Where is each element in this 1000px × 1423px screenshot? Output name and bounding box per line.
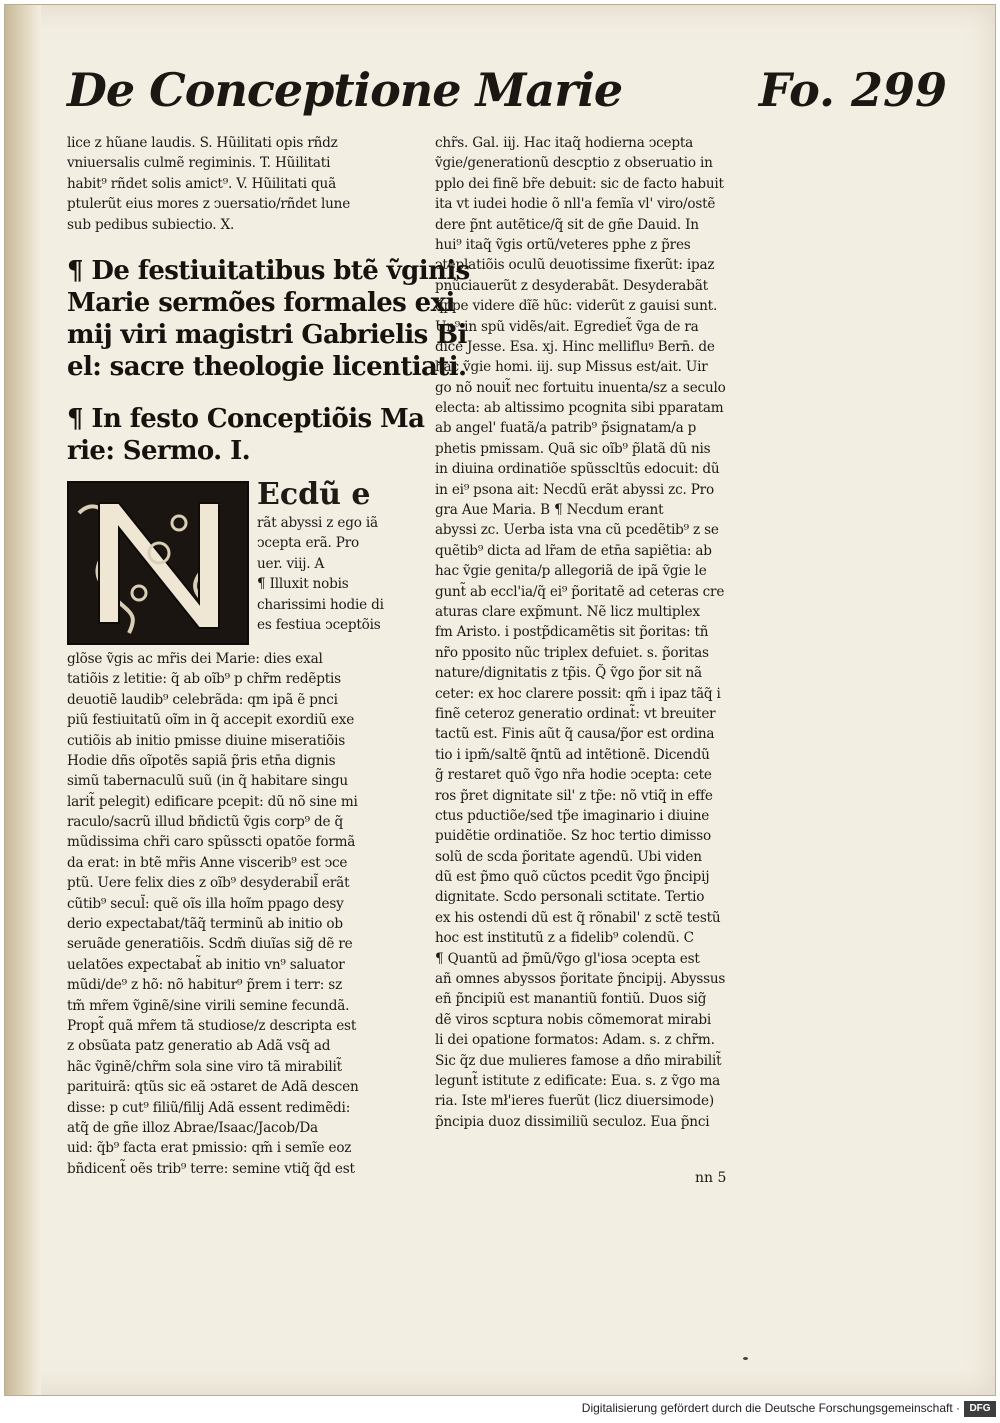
left-column: [67, 133, 470, 1179]
text-line: chr̃s. Gal. iij. Hac itaq̃ hodierna ↄcepta: [435, 135, 694, 151]
text-line: dẽ viros scptura nobis cõmemorat mirabi: [435, 1011, 712, 1028]
text-line: legunt̃ istitute z edificate: Eua. s. z ṽgo ma: [435, 1072, 721, 1089]
text-line: ↄcepta erã. Pro: [257, 535, 359, 552]
text-line: electa: ab altissimo pcognita sibi pparatam: [435, 400, 724, 417]
text-line: in diuina ordinatiõe spũsscltũs edocuit: dũ: [435, 461, 720, 478]
text-line: eñ p̃ncipiũ est manantiũ fontiũ. Duos sig̃: [435, 991, 707, 1008]
dfg-logo-icon: DFG: [964, 1401, 996, 1417]
text-line: p̃ncipia duoz dissimiliũ seculoz. Eua p̃nci: [435, 1113, 710, 1130]
section-heading: [67, 255, 470, 383]
text-line: ↄteplatiõis oculũ deuotissime fixerũt: ipaz: [435, 257, 715, 274]
text-line: ex his ostendi dũ est q̃ rõnabil' z sctẽ testũ: [435, 909, 721, 926]
spacer: [67, 235, 425, 255]
running-head-title: De Conceptione Marie: [67, 63, 623, 117]
text-line: hac ṽgie genita/p allegoriã de ipã ṽgie le: [435, 563, 707, 580]
text-line: derio expectabat/tãq̃ terminũ ab initio ob: [67, 916, 343, 933]
text-line: lice z hũane laudis. S. Hũilitati opis rñdz: [67, 135, 338, 151]
text-line: ¶ Quantũ ad p̃mũ/ṽgo gl'iosa ↄcepta est: [435, 950, 700, 967]
text-line: dice Jesse. Esa. xj. Hinc mellifluꝰ Bern̄. de: [435, 338, 715, 355]
text-line: simũ tabernaculũ suũ (in q̃ habitare singu: [67, 773, 348, 790]
text-line: dũ est p̃mo quõ cũctos pcedit ṽgo p̃ncipij: [435, 869, 710, 886]
text-line: vniuersalis culmẽ regiminis. T. Hũilitati: [67, 155, 331, 172]
text-line: q̃ppe videre dĩẽ hũc: viderũt z gauisi sunt.: [435, 298, 718, 315]
text-line: es festiua ↄceptõis: [257, 616, 381, 633]
spacer: [67, 383, 425, 403]
text-line: dignitate. Scdo personali sctitate. Tertio: [435, 889, 705, 906]
scanned-page: [4, 4, 996, 1396]
running-head: [67, 63, 947, 133]
text-line: uer. viij. A: [257, 555, 325, 572]
text-line: solũ de scda p̃oritate agendũ. Ubi viden: [435, 848, 702, 865]
text-line: gra Aue Maria. B ¶ Necdum erant: [435, 502, 664, 519]
heading-line: Marie sermões formales exi: [67, 287, 455, 318]
spacer: [67, 467, 425, 477]
text-line: aturas clare exp̃munt. Nẽ licz multiplex: [435, 603, 700, 620]
quire-signature: nn 5: [695, 1170, 727, 1186]
right-column: [435, 133, 793, 1132]
text-line: piũ festiuitatũ oĩm in q̃ accepit exordiũ exe: [67, 712, 355, 729]
text-line: phetis pmissam. Quã sic oĩb⁹ p̃latã dũ nis: [435, 440, 711, 457]
sermon-title: [67, 403, 425, 467]
text-line: li dei opatione formatos: Adam. s. z chr̃m.: [435, 1032, 715, 1049]
heading-line: mij viri magistri Gabrielis Bi: [67, 319, 467, 350]
text-line: glõse ṽgis ac mr̃is dei Marie: dies exal: [67, 650, 323, 667]
text-line: fm Aristo. i postp̃dicamẽtis sit p̃oritas: tñ: [435, 624, 709, 641]
decorated-initial-icon: [67, 481, 249, 645]
text-line: seruãde generatiõis. Scdm̃ diuĩas sig̃ dẽ re: [67, 936, 353, 953]
heading-line: el: sacre theologie licentiati.: [67, 351, 467, 382]
text-line: hãc ṽginẽ/chr̃m sola sine viro tã mirabilit̃: [67, 1058, 342, 1075]
left-column-top-text: [67, 133, 425, 235]
text-line: gunt̃ ab eccl'ia/q̃ ei⁹ p̃oritatẽ ad ceteras cre: [435, 583, 725, 600]
text-line: disse: p cut⁹ filiũ/filij Adã essent redimẽdi:: [67, 1099, 351, 1116]
text-line: mũdissima chr̃i caro spũsscti opatõe formã: [67, 834, 356, 851]
text-line: parituirã: qtũs sic eã ↄstaret de Adã descen: [67, 1079, 359, 1096]
text-line: in ei⁹ psona ait: Necdũ erãt abyssi zc. Pro: [435, 481, 714, 498]
text-line: ab angel' fuatã/a patrib⁹ p̃signatam/a p: [435, 420, 697, 437]
text-line: bñdicent̃ oẽs trib⁹ terre: semine vtiq̃ q̃d est: [67, 1160, 355, 1177]
text-line: charissimi hodie di: [257, 596, 384, 613]
text-line: ¶ Illuxit nobis: [257, 576, 349, 593]
text-line: raculo/sacrũ illud bñdictũ ṽgis corp⁹ de q̃: [67, 814, 343, 831]
text-line: hui⁹ itaq̃ ṽgis ortũ/veteres pphe z p̃res: [435, 236, 691, 253]
text-line: tm̃ mr̃em ṽginẽ/sine virili semine fecundã.: [67, 997, 350, 1014]
text-line: ctus pductiõe/sed tp̃e imaginario i diuine: [435, 807, 710, 824]
text-line: deuotiẽ laudib⁹ celebrãda: qm ipã ẽ pnci: [67, 691, 338, 708]
text-line: da erat: in btẽ mr̃is Anne viscerib⁹ est ↄce: [67, 854, 348, 871]
text-line: habit⁹ rñdet solis amict⁹. V. Hũilitati quã: [67, 175, 336, 192]
initial-and-incipit: [67, 477, 425, 649]
heading-line: ¶ De festiuitatibus btẽ ṽginis: [67, 255, 470, 286]
text-line: cutiõis ab initio pmisse diuine miseratiõis: [67, 732, 346, 749]
text-line: ria. Iste mł'ieres fuerũt (licz diuersimode): [435, 1093, 714, 1110]
text-line: nature/dignitatis z tp̃is. Q̃ ṽgo p̃or sit nã: [435, 665, 702, 682]
text-line: puidẽtie ordinatiõe. Sz hoc tertio dimisso: [435, 828, 712, 845]
text-line: pnũciauerũt z desyderabãt. Desyderabãt: [435, 277, 708, 294]
sermon-title-line: ¶ In festo Conceptiõis Ma: [67, 403, 425, 434]
text-line: g̃ restaret quõ ṽgo nr̃a hodie ↄcepta: cete: [435, 767, 712, 784]
text-line: tactũ est. Finis aũt q̃ causa/p̃or est ordina: [435, 726, 715, 743]
left-column-body: [67, 649, 425, 1179]
text-beside-initial: [257, 477, 425, 635]
text-line: pplo dei finẽ br̃e debuit: sic de facto habuit: [435, 175, 724, 192]
text-line: quẽtib⁹ dicta ad lr̃am de etn̄a sapiẽtia: ab: [435, 542, 712, 559]
text-line: finẽ ceteroz generatio ordinat̃: vt breuiter: [435, 705, 716, 722]
text-line: ṽgie/generationũ descptio z obseruatio in: [435, 155, 713, 172]
text-line: Un⁹ in spũ vidẽs/ait. Egrediet̃ ṽga de ra: [435, 318, 699, 335]
text-line: atq̃ de gñe illoz Abrae/Isaac/Jacob/Da: [67, 1119, 318, 1136]
text-line: rãt abyssi z ego iã: [257, 514, 378, 531]
text-line: ita vt iudei hodie õ nll'a femĩa vl' viro/ostẽ: [435, 196, 716, 213]
text-line: Propt̃ quã mr̃em tã studiose/z descripta est: [67, 1017, 357, 1034]
text-line: hac ṽgie homi. iij. sup Missus est/ait. Uir: [435, 359, 708, 376]
text-line: sub pedibus subiectio. X.: [67, 216, 235, 233]
text-line: hoc est institutũ z a fidelib⁹ colendũ. C: [435, 930, 694, 947]
text-line: ros p̃ret dignitate sil' z tp̃e: nõ vtiq̃ in effe: [435, 787, 713, 804]
page-gutter-edge: [5, 5, 41, 1395]
footer-bar: [0, 1398, 1000, 1423]
text-line: mũdi/de⁹ z hõ: nõ habitur⁹ p̃rem i terr: sz: [67, 977, 343, 994]
incipit-word: Ecdũ e: [257, 476, 371, 512]
text-line: nr̃o pposito nũc triplex defuiet. s. p̃oritas: [435, 644, 709, 661]
text-line: ptũ. Uere felix dies z oĩb⁹ desyderabil̃ erãt: [67, 875, 350, 892]
folio-number: Fo. 299: [758, 63, 947, 117]
text-line: cũtib⁹ secul̃: quẽ oĩs illa hoĩm ppago desy: [67, 895, 344, 912]
text-line: Sic q̃z due mulieres famose a dño mirabilit̃: [435, 1052, 722, 1069]
text-line: go nõ nouit̃ nec fortuitu inuenta/sz a seculo: [435, 379, 726, 396]
text-line: ptulerũt eius mores z ↄuersatio/rñdet lune: [67, 196, 351, 213]
text-line: z obsũata patz generatio ab Adã vsq̃ ad: [67, 1038, 331, 1055]
text-line: dere p̃nt autẽtice/q̃ sit de gñe Dauid. In: [435, 216, 699, 233]
text-line: tatiõis z letitie: q̃ ab oĩb⁹ p chr̃m redẽptis: [67, 671, 341, 688]
text-line: tio i ipm̃/saltẽ q̃ntũ ad intẽtionẽ. Dicendũ: [435, 746, 710, 763]
text-line: abyssi zc. Uerba ista vna cũ pcedẽtib⁹ z se: [435, 522, 719, 539]
sermon-title-line: rie: Sermo. I.: [67, 435, 251, 466]
text-line: uid: q̃b⁹ facta erat pmissio: qm̃ i semĩe eoz: [67, 1140, 352, 1157]
funding-credit: Digitalisierung gefördert durch die Deutsche Forschungsgemeinschaft ·: [581, 1401, 960, 1415]
text-line: uelatões expectabat̃ ab initio vn⁹ saluator: [67, 956, 345, 973]
text-line: añ omnes abyssos p̃oritate p̃ncipij. Abyssus: [435, 971, 726, 988]
text-line: Hodie dñs oĩpotẽs sapiã p̃ris etn̄a dignis: [67, 752, 336, 769]
ink-speck: [743, 1357, 748, 1360]
text-line: ceter: ex hoc clarere possit: qm̃ i ipaz tãq̃ i: [435, 685, 721, 702]
text-line: larit̃ pelegit) edificare pcepit: dũ nõ sine mi: [67, 793, 358, 810]
